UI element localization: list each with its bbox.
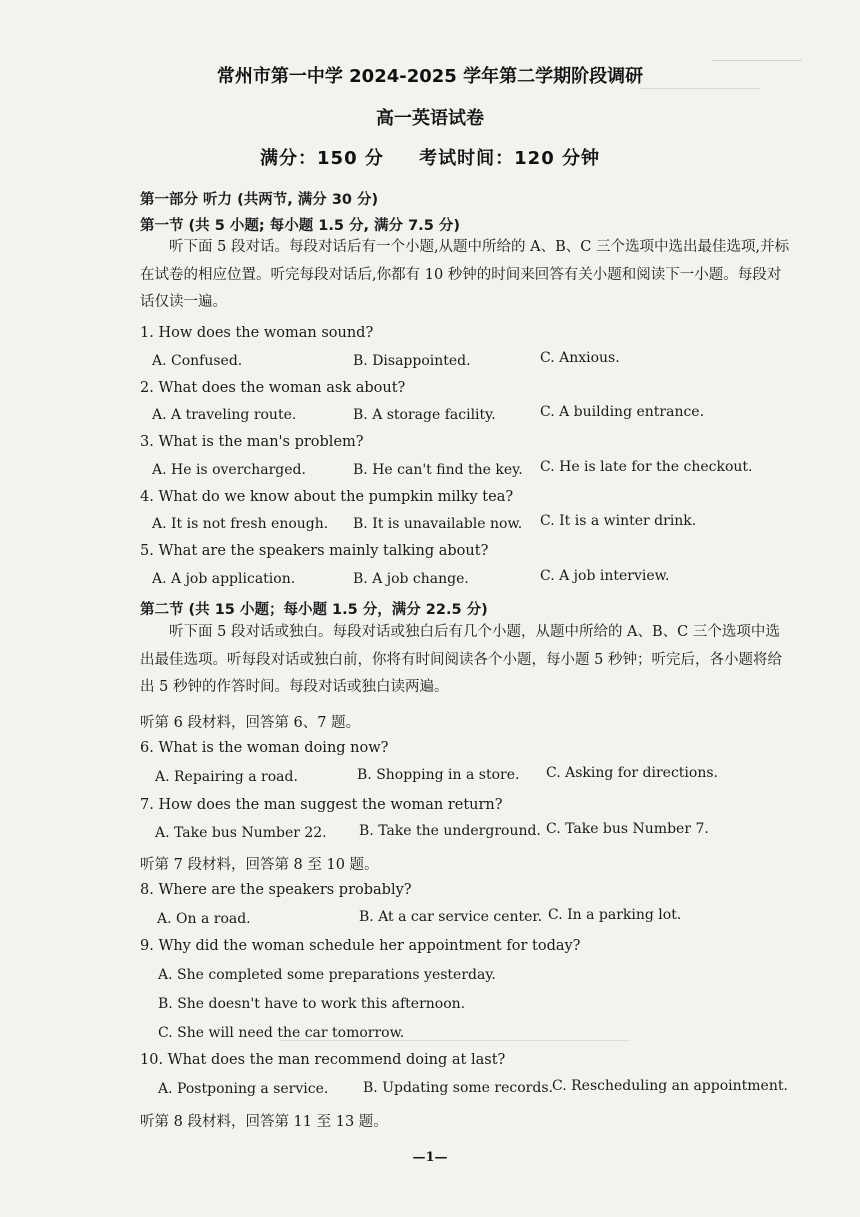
q4-option-b: B. It is unavailable now. — [353, 516, 523, 532]
q7-option-b: B. Take the underground. — [359, 823, 541, 839]
question-10: 10. What does the man recommend doing at last? — [140, 1052, 506, 1068]
q1-option-c: C. Anxious. — [540, 350, 620, 366]
q5-option-c: C. A job interview. — [540, 568, 670, 584]
bleed-through-mark — [280, 1040, 630, 1049]
q6-option-a: A. Repairing a road. — [155, 769, 298, 785]
material-6-note: 听第 6 段材料，回答第 6、7 题。 — [140, 715, 361, 731]
q2-option-a: A. A traveling route. — [152, 407, 297, 423]
q2-option-c: C. A building entrance. — [540, 404, 705, 420]
question-8: 8. Where are the speakers probably? — [140, 882, 412, 898]
q8-option-c: C. In a parking lot. — [548, 907, 682, 923]
question-4: 4. What do we know about the pumpkin milky tea? — [140, 489, 514, 505]
q1-option-a: A. Confused. — [152, 353, 243, 369]
q5-option-b: B. A job change. — [353, 571, 469, 587]
q1-option-b: B. Disappointed. — [353, 353, 471, 369]
section2-instructions: 听下面 5 段对话或独白。每段对话或独白后有几个小题，从题中所给的 A、B、C 三个选项中选出最佳选项。听每段对话或独白前，你将有时间阅读各个小题，每小题 5 秒钟；听完后，各小题将给出 5 秒钟的作答时间。每段对话或独白读两遍。 — [140, 624, 782, 695]
q5-option-a: A. A job application. — [152, 571, 296, 587]
q9-option-c: C. She will need the car tomorrow. — [158, 1025, 405, 1041]
full-score: 满分：150 分 — [260, 148, 384, 169]
q9-option-b: B. She doesn't have to work this afternoon. — [158, 996, 466, 1012]
section1-heading: 第一节 (共 5 小题; 每小题 1.5 分, 满分 7.5 分) — [140, 218, 460, 234]
material-8-note: 听第 8 段材料，回答第 11 至 13 题。 — [140, 1114, 388, 1130]
bleed-through-mark — [640, 88, 760, 97]
q6-option-c: C. Asking for directions. — [546, 765, 718, 781]
question-1: 1. How does the woman sound? — [140, 325, 374, 341]
q2-option-b: B. A storage facility. — [353, 407, 496, 423]
q6-option-b: B. Shopping in a store. — [357, 767, 520, 783]
exam-duration: 考试时间：120 分钟 — [419, 148, 600, 169]
question-6: 6. What is the woman doing now? — [140, 740, 389, 756]
q8-option-a: A. On a road. — [157, 911, 251, 927]
question-5: 5. What are the speakers mainly talking about? — [140, 543, 489, 559]
q7-option-a: A. Take bus Number 22. — [155, 825, 327, 841]
material-7-note: 听第 7 段材料，回答第 8 至 10 题。 — [140, 857, 379, 873]
q10-option-b: B. Updating some records. — [363, 1080, 553, 1096]
q3-option-b: B. He can't find the key. — [353, 462, 523, 478]
q4-option-c: C. It is a winter drink. — [540, 513, 697, 529]
q10-option-c: C. Rescheduling an appointment. — [552, 1078, 788, 1094]
question-7: 7. How does the man suggest the woman return? — [140, 797, 503, 813]
question-3: 3. What is the man's problem? — [140, 434, 364, 450]
question-2: 2. What does the woman ask about? — [140, 380, 406, 396]
q9-option-a: A. She completed some preparations yesterday. — [158, 967, 496, 983]
q8-option-b: B. At a car service center. — [359, 909, 543, 925]
part1-heading: 第一部分 听力 (共两节, 满分 30 分) — [140, 192, 379, 208]
exam-title: 常州市第一中学 2024-2025 学年第二学期阶段调研 — [216, 66, 644, 87]
q7-option-c: C. Take bus Number 7. — [546, 821, 709, 837]
q10-option-a: A. Postponing a service. — [158, 1081, 329, 1097]
section1-instructions: 听下面 5 段对话。每段对话后有一个小题,从题中所给的 A、B、C 三个选项中选出最佳选项,并标在试卷的相应位置。听完每段对话后,你都有 10 秒钟的时间来回答有关小题和阅读下一小题。每段对话仅读一遍。 — [140, 239, 790, 310]
exam-subtitle: 高一英语试卷 — [376, 108, 484, 129]
question-9: 9. Why did the woman schedule her appointment for today? — [140, 938, 581, 954]
q3-option-a: A. He is overcharged. — [152, 462, 306, 478]
q4-option-a: A. It is not fresh enough. — [152, 516, 329, 532]
page-number: —1— — [412, 1150, 448, 1165]
exam-score-time — [0, 144, 860, 170]
q3-option-c: C. He is late for the checkout. — [540, 459, 753, 475]
section2-heading: 第二节 (共 15 小题；每小题 1.5 分，满分 22.5 分) — [140, 602, 488, 618]
